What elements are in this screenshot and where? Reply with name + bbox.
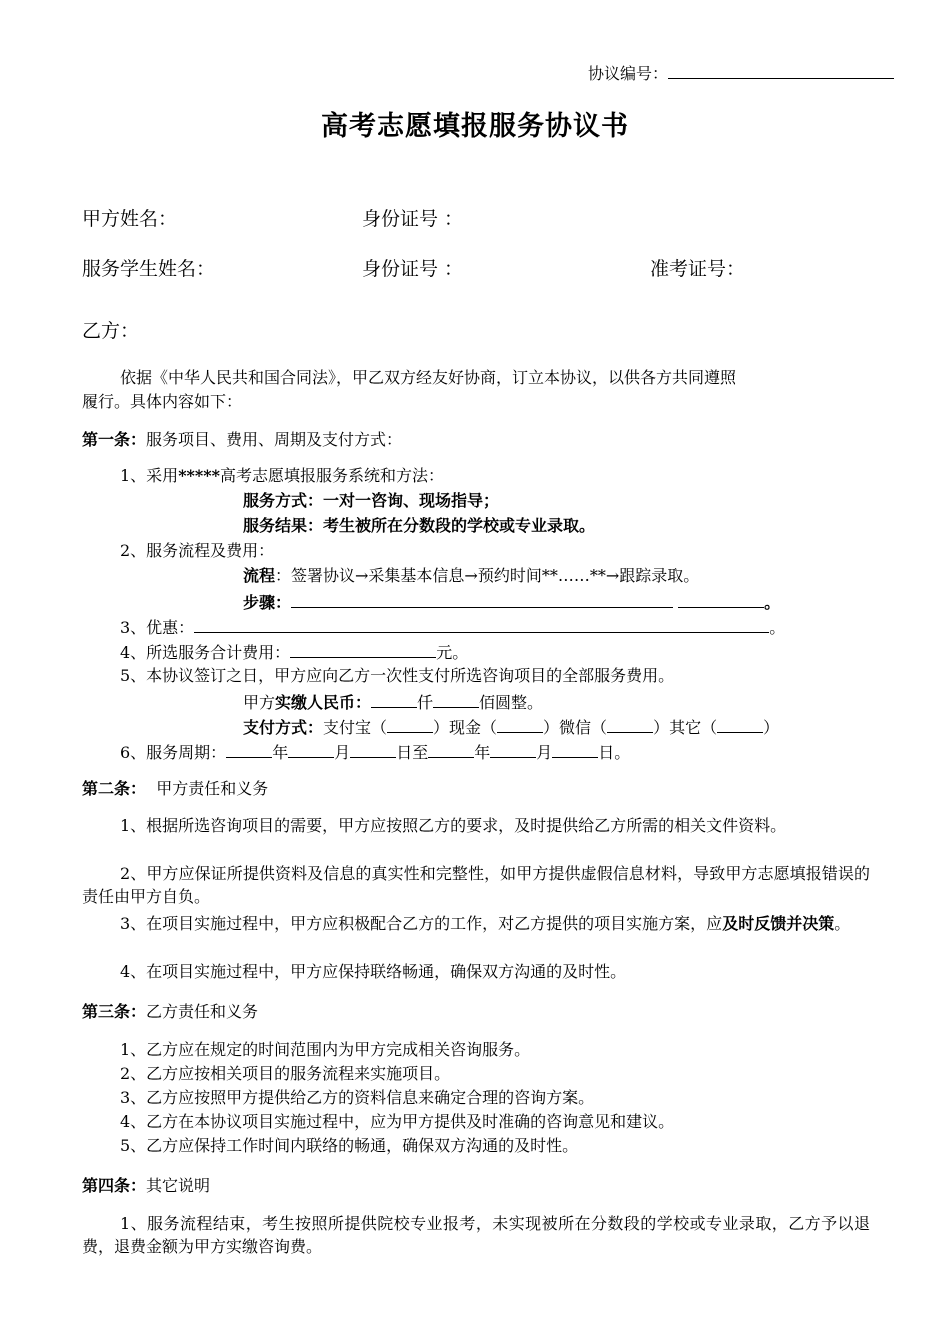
end-month-blank	[490, 741, 536, 758]
thousands-unit: 仟	[417, 693, 434, 712]
end-day-blank	[552, 741, 598, 758]
article-4-title: 其它说明	[146, 1176, 211, 1195]
start-year-blank	[226, 741, 272, 758]
payment-label: 支付方式：	[243, 718, 324, 737]
flow-text: ：签署协议→采集基本信息→预约时间**……**→跟踪录取。	[275, 566, 700, 585]
article-3-item: 2、乙方应按相关项目的服务流程来实施项目。	[120, 1064, 451, 1083]
pay-alipay: 支付宝（	[323, 718, 388, 737]
paid-hundreds-blank	[433, 691, 479, 708]
year-unit: 年	[272, 743, 289, 762]
other-blank	[717, 716, 763, 733]
page-title: 高考志愿填报服务协议书	[321, 111, 629, 142]
party-b-label: 乙方：	[82, 320, 140, 342]
payment-method	[243, 716, 779, 738]
article-2-title: 甲方责任和义务	[146, 779, 269, 798]
steps-blank-2	[678, 591, 764, 608]
article-2-label: 第二条：	[82, 779, 147, 798]
month-unit-2: 月	[536, 743, 553, 762]
article-1-item-2: 2、服务流程及费用：	[120, 541, 275, 560]
pay-wechat: ）微信（	[543, 718, 608, 737]
article-2-para-3-end: 。	[834, 914, 851, 933]
intro-line-2: 履行。具体内容如下：	[82, 392, 243, 411]
article-3-heading	[82, 1002, 258, 1022]
article-1-heading	[82, 430, 402, 450]
steps-end: 。	[764, 593, 781, 612]
article-3-item: 5、乙方应保持工作时间内联络的畅通，确保双方沟通的及时性。	[120, 1136, 579, 1155]
item-1-stars: *****	[178, 466, 221, 485]
discount-label: 3、优惠：	[120, 618, 195, 637]
paid-prefix: 甲方	[243, 693, 276, 712]
article-2-para-3-bold: 及时反馈并决策	[722, 914, 835, 933]
article-1-item-1	[120, 466, 444, 486]
article-2-para-4: 4、在项目实施过程中，甲方应保持联络畅通，确保双方沟通的及时性。	[120, 962, 627, 981]
article-3-item: 4、乙方在本协议项目实施过程中，应为甲方提供及时准确的咨询意见和建议。	[120, 1112, 675, 1131]
total-fee-unit: 元。	[436, 643, 469, 662]
total-fee-label: 4、所选服务合计费用：	[120, 643, 291, 662]
item-1-text: 高考志愿填报服务系统和方法：	[220, 466, 445, 485]
start-day-blank	[350, 741, 396, 758]
intro-line-1: 依据《中华人民共和国合同法》，甲乙双方经友好协商，订立本协议，以供各方共同遵照	[120, 368, 737, 387]
paid-label: 实缴人民币：	[275, 693, 372, 712]
article-1-item-5: 5、本协议签订之日，甲方应向乙方一次性支付所选咨询项目的全部服务费用。	[120, 666, 675, 685]
article-4-heading	[82, 1176, 210, 1196]
article-1-label: 第一条：	[82, 430, 147, 449]
month-unit: 月	[334, 743, 351, 762]
article-2-para-3-text: 3、在项目实施过程中，甲方应积极配合乙方的工作，对乙方提供的项目实施方案，应	[120, 914, 723, 933]
day-to-unit: 日至	[396, 743, 429, 762]
article-3-label: 第三条：	[82, 1002, 147, 1021]
party-a-id-label: 身份证号 ：	[362, 208, 464, 230]
article-4-label: 第四条：	[82, 1176, 147, 1195]
cash-blank	[497, 716, 543, 733]
service-mode: 服务方式：一对一咨询、现场指导；	[243, 491, 500, 510]
party-a-name-label: 甲方姓名：	[82, 208, 178, 230]
article-1-item-3	[120, 616, 785, 638]
article-1-title: 服务项目、费用、周期及支付方式：	[146, 430, 403, 449]
article-2-heading	[82, 779, 268, 799]
article-1-item-4	[120, 641, 468, 663]
article-2-para-3	[82, 912, 870, 935]
service-flow	[243, 566, 699, 586]
paid-amount	[243, 691, 543, 713]
flow-label: 流程	[243, 566, 276, 585]
service-steps	[243, 591, 780, 613]
day-unit-2: 日。	[598, 743, 631, 762]
article-3-item: 3、乙方应按照甲方提供给乙方的资料信息来确定合理的咨询方案。	[120, 1088, 595, 1107]
year-unit-2: 年	[474, 743, 491, 762]
end-year-blank	[428, 741, 474, 758]
article-2-para-1-text: 1、根据所选咨询项目的需要，甲方应按照乙方的要求，及时提供给乙方所需的相关文件资料。	[120, 816, 787, 835]
article-3-title: 乙方责任和义务	[146, 1002, 259, 1021]
start-month-blank	[288, 741, 334, 758]
discount-end: 。	[769, 618, 786, 637]
wechat-blank	[607, 716, 653, 733]
period-label: 6、服务周期：	[120, 743, 227, 762]
contract-number-blank	[668, 62, 894, 79]
contract-number-label: 协议编号：	[588, 64, 669, 83]
article-4-para-1-text: 1、服务流程结束，考生按照所提供院校专业报考，未实现被所在分数段的学校或专业录取，乙方予以退费，退费金额为甲方实缴咨询费。	[82, 1214, 870, 1256]
article-2-para-1	[82, 814, 870, 837]
alipay-blank	[387, 716, 433, 733]
article-2-para-2	[82, 862, 870, 908]
article-4-para-1	[82, 1212, 870, 1258]
article-2-para-2-text: 2、甲方应保证所提供资料及信息的真实性和完整性，如甲方提供虚假信息材料，导致甲方志愿填报错误的责任由甲方自负。	[82, 864, 870, 906]
item-1-prefix: 1、采用	[120, 466, 179, 485]
student-name-label: 服务学生姓名：	[82, 258, 216, 280]
steps-blank-1	[291, 591, 673, 608]
service-result: 服务结果：考生被所在分数段的学校或专业录取。	[243, 516, 596, 535]
steps-label: 步骤：	[243, 593, 292, 612]
student-id-label: 身份证号 ：	[362, 258, 464, 280]
pay-close: ）	[763, 718, 780, 737]
exam-number-label: 准考证号：	[650, 258, 746, 280]
discount-blank	[194, 616, 769, 633]
total-fee-blank	[290, 641, 436, 658]
pay-cash: ）现金（	[433, 718, 498, 737]
hundreds-unit: 佰圆整。	[479, 693, 544, 712]
pay-other: ）其它（	[653, 718, 718, 737]
paid-thousands-blank	[371, 691, 417, 708]
contract-number-field	[588, 62, 894, 84]
article-3-item: 1、乙方应在规定的时间范围内为甲方完成相关咨询服务。	[120, 1040, 531, 1059]
article-1-item-6	[120, 741, 630, 763]
